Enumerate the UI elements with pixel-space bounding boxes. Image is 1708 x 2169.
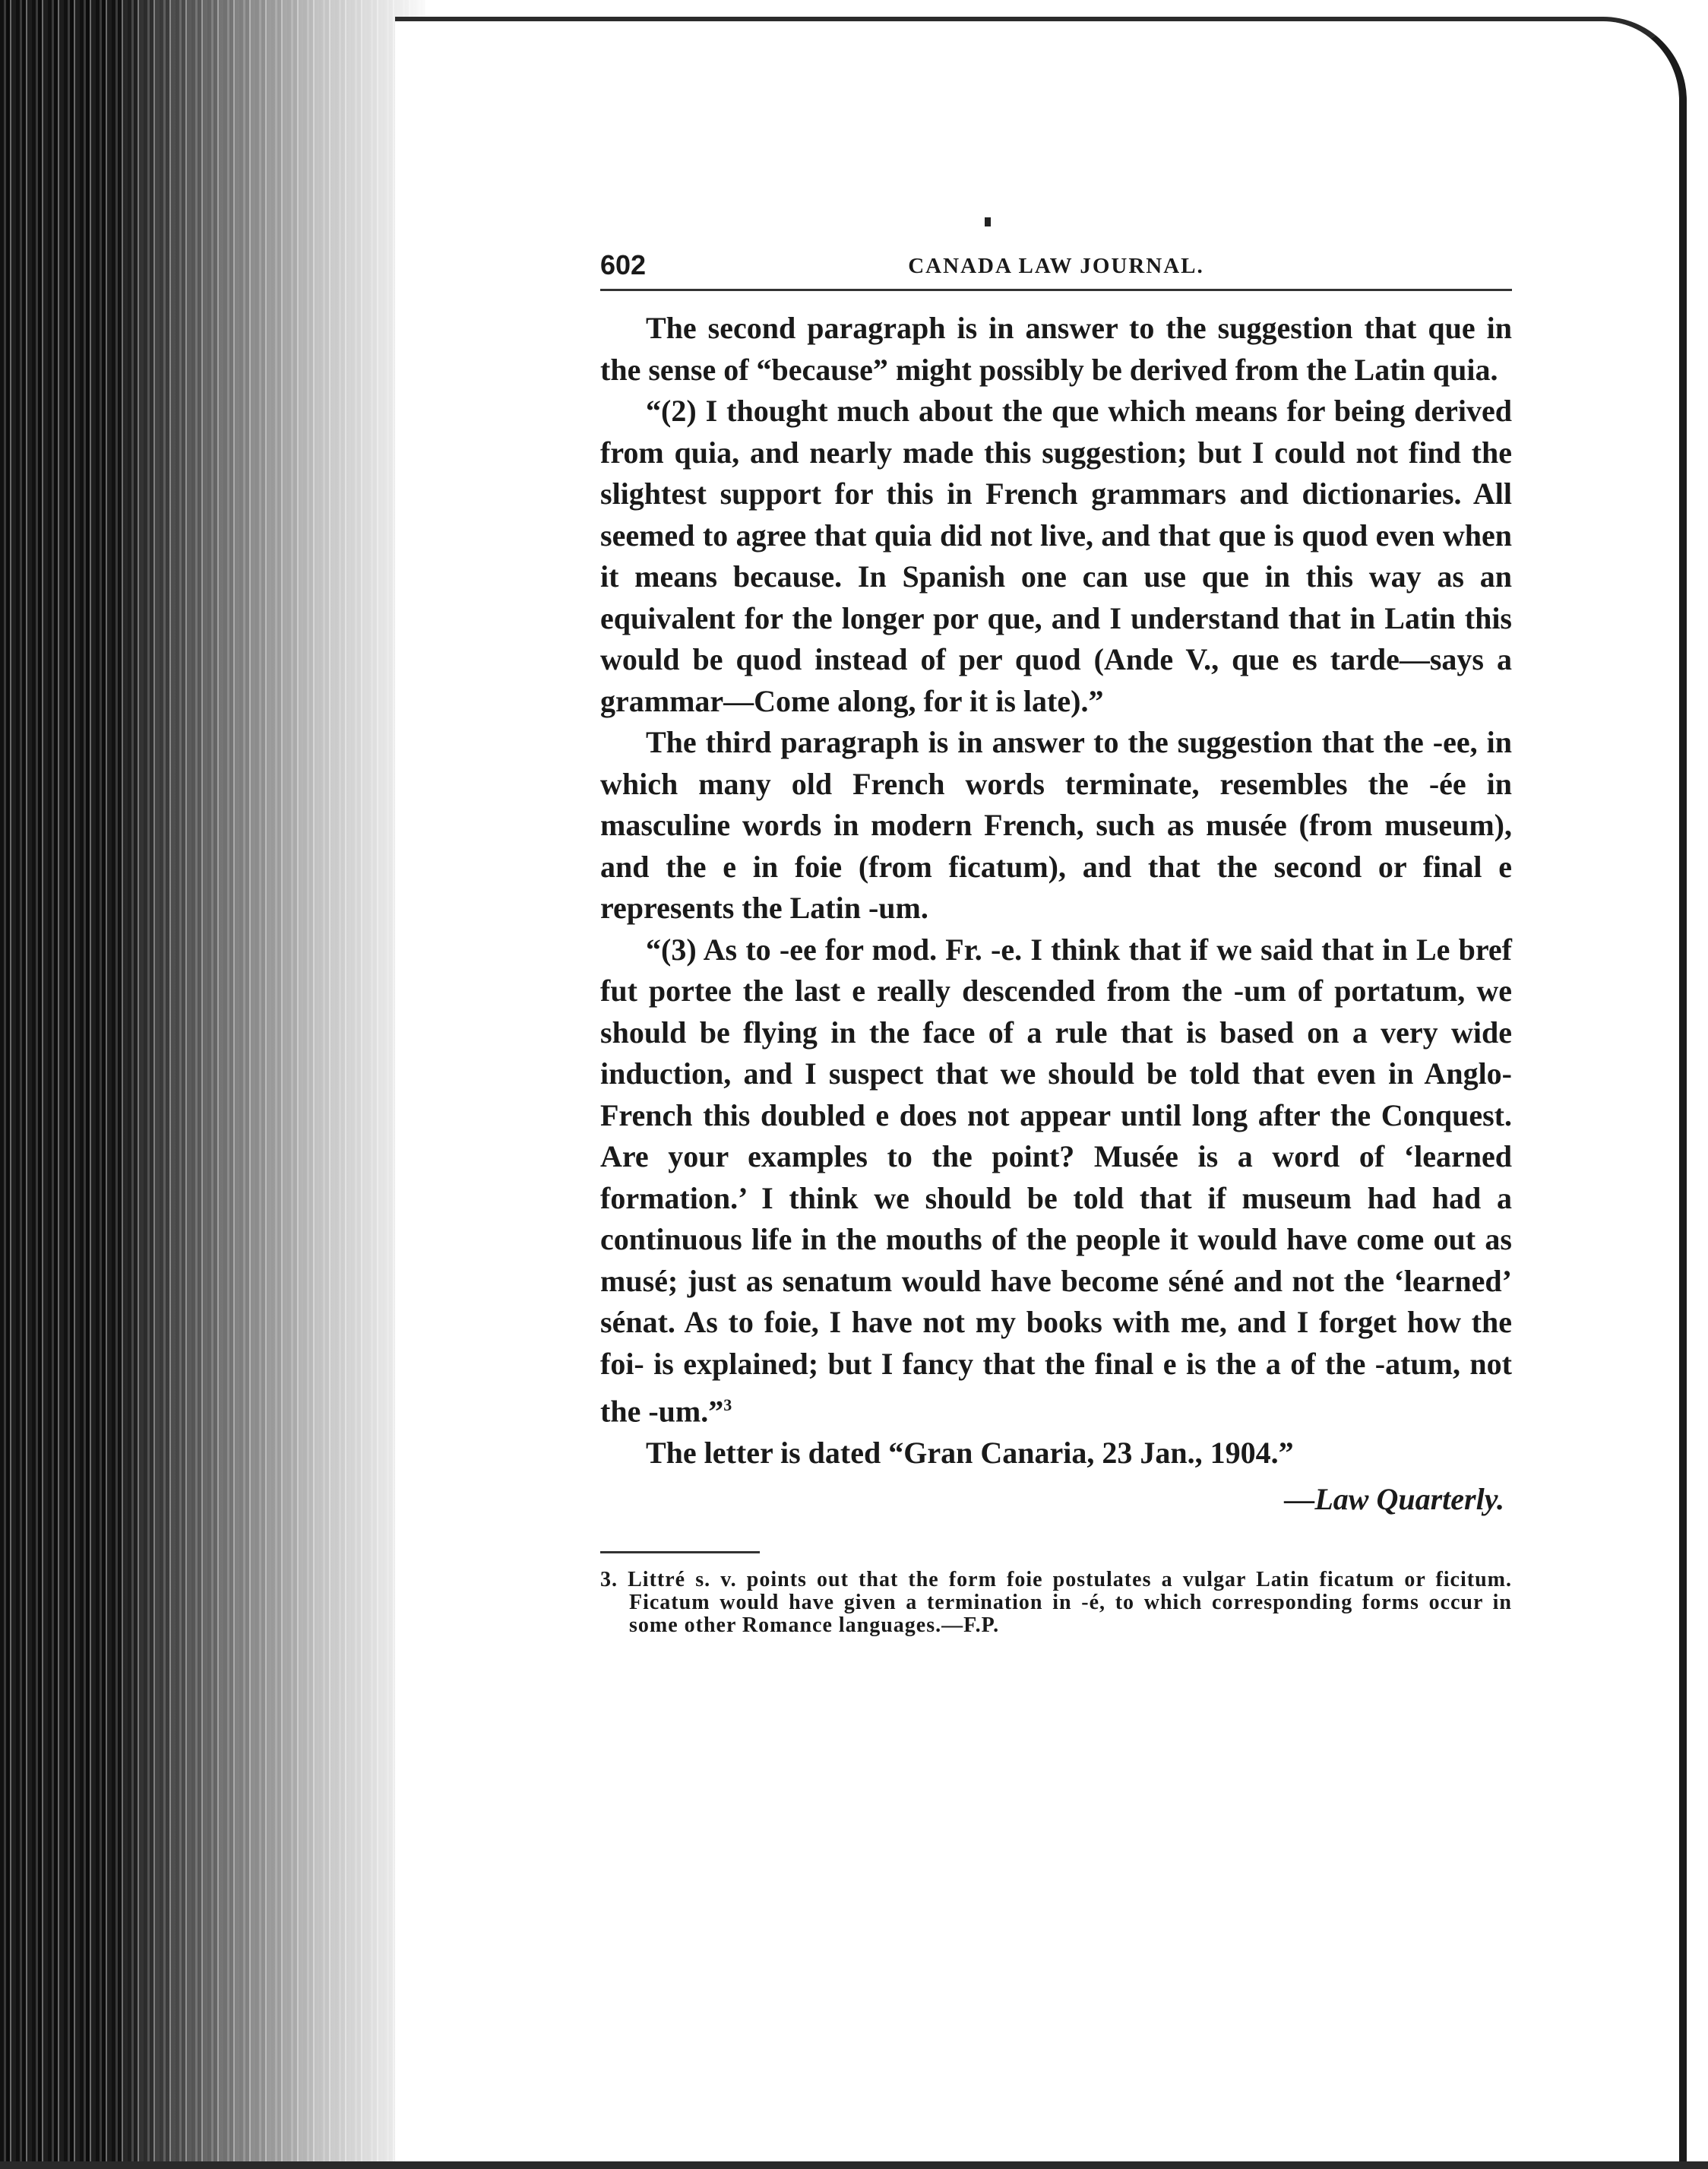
paragraph-1: The second paragraph is in answer to the suggestion that que in the sense of “because” might possibly be derived from the Latin quia. bbox=[600, 311, 1512, 387]
paragraph-3: The third paragraph is in answer to the suggestion that the -ee, in which many old French words terminate, resembles the -ée in masculine words in modern French, such as musée (from museum), and the e in foie (from ficatum), and that the second or final e represents the Latin -um. bbox=[600, 725, 1512, 925]
page-number: 602 bbox=[600, 249, 647, 280]
paragraph-4-text: “(3) As to -ee for mod. Fr. -e. I think that if we said that in Le bref fut portee the last e really descended from the -um of portatum, we should be flying in the face of a rule that is based on a very wide induction, and I suspect that we should be told that even in Anglo-French this doubled e does not appear until long after the Conquest. Are your examples to the point? Musée is a word of ‘learned formation.’ I think we should be told that if museum had had a continuous life in the mouths of the people it would have come out as musé; just as senatum would have become séné and not the ‘learned’ sénat. As to foie, I have not my books with me, and I forget how the foi- is explained; but I fancy that the final e is the a of the -atum, not the -um.” bbox=[600, 932, 1512, 1429]
page-bottom-edge bbox=[0, 2161, 1708, 2169]
footnote: 3. Littré s. v. points out that the form foie postulates a vulgar Latin ficatum or ficitum. Ficatum would have given a termination in -é, to which corresponding forms occur in some other Romance languages.—F.P. bbox=[600, 1568, 1512, 1638]
footnote-reference: 3 bbox=[723, 1395, 732, 1414]
paragraph-2: “(2) I thought much about the que which means for being derived from quia, and nearly made this suggestion; but I could not find the slightest support for this in French grammars and dictionaries. All seemed to agree that quia did not live, and that que is quod even when it means because. In Spanish one can use que in this way as an equivalent for the longer por que, and I understand that in Latin this would be quod instead of per quod (Ande V., que es tarde—says a grammar—Come along, for it is late).” bbox=[600, 394, 1512, 718]
paragraph-4 bbox=[600, 929, 1512, 1433]
running-head bbox=[600, 243, 1512, 291]
article-body bbox=[600, 308, 1512, 1474]
binding-shadow bbox=[114, 0, 433, 2169]
footnote-divider bbox=[600, 1551, 760, 1553]
book-page bbox=[600, 243, 1512, 1637]
scan-speck bbox=[985, 217, 991, 226]
source-attribution: —Law Quarterly. bbox=[1284, 1482, 1504, 1517]
journal-title: CANADA LAW JOURNAL. bbox=[908, 254, 1204, 278]
paragraph-5: The letter is dated “Gran Canaria, 23 Jan., 1904.” bbox=[646, 1435, 1294, 1470]
